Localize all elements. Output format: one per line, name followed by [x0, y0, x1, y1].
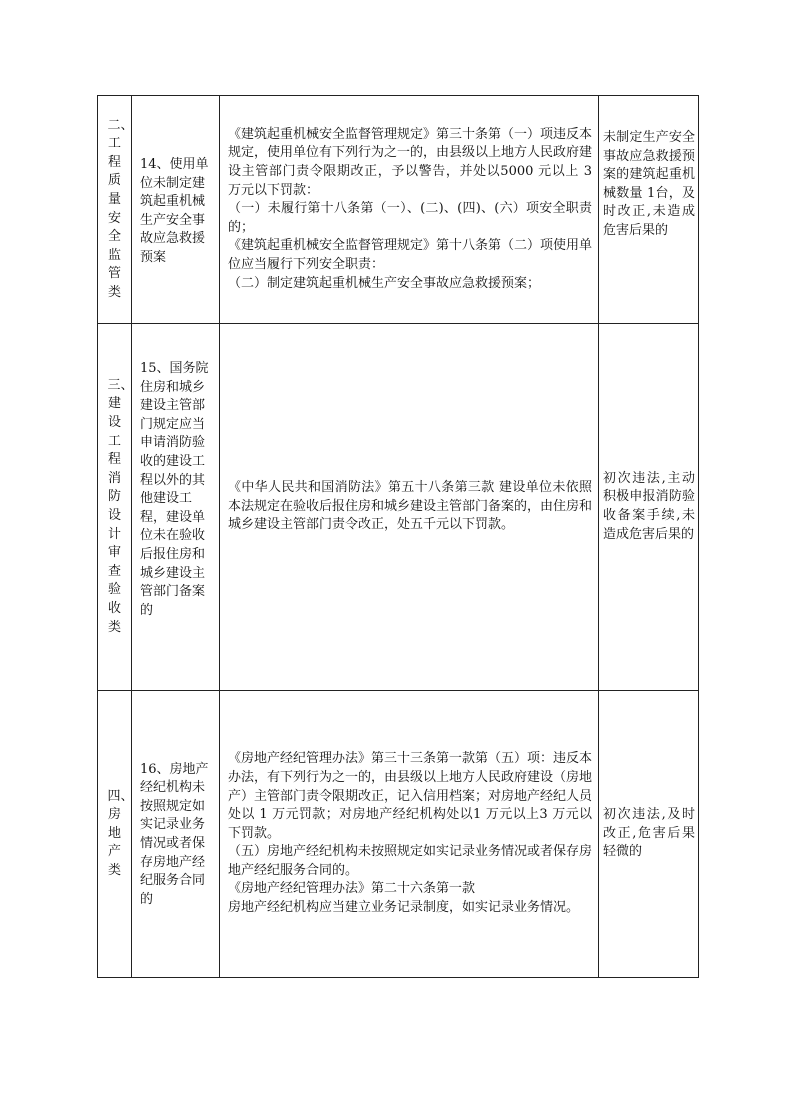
- mitigating-condition-cell: 初次违法,及时改正,危害后果轻微的: [599, 691, 699, 978]
- legal-basis-paragraph: 《房地产经纪管理办法》第二十六条第一款: [228, 881, 476, 897]
- violation-item-cell: 15、国务院住房和城乡建设主管部门规定应当申请消防验收的建设工程以外的其他建设工程，建设单位未在验收后报住房和城乡建设主管部门备案的: [132, 324, 220, 691]
- violation-item-cell: 14、使用单位未制定建筑起重机械生产安全事故应急救援预案: [132, 96, 220, 324]
- legal-basis-paragraph: 房地产经纪机构应当建立业务记录制度，如实记录业务情况。: [228, 900, 580, 916]
- table-row: [98, 324, 699, 691]
- mitigating-condition-cell: 初次违法,主动积极申报消防验收备案手续,未造成危害后果的: [599, 324, 699, 691]
- category-cell: 四、房地产类: [98, 691, 132, 978]
- category-cell: 三、建设工程消防设计审查验收类: [98, 324, 132, 691]
- violation-item-cell: 16、房地产经纪机构未按照规定如实记录业务情况或者保存房地产经纪服务合同的: [132, 691, 220, 978]
- legal-basis-cell: [220, 96, 599, 324]
- table-row: [98, 96, 699, 324]
- category-cell: 二、工程质量安全监管类: [98, 96, 132, 324]
- legal-basis-paragraph: （一）未履行第十八条第（一）、(二)、(四)、(六）项安全职责的；: [228, 201, 592, 235]
- legal-basis-paragraph: 《中华人民共和国消防法》第五十八条第三款 建设单位未依照本法规定在验收后报住房和城乡建设主管部门备案的，由住房和城乡建设主管部门责令改正，处五千元以下罚款。: [228, 480, 593, 533]
- legal-basis-paragraph: 《建筑起重机械安全监督管理规定》第十八条第（二）项使用单位应当履行下列安全职责：: [228, 238, 593, 272]
- table-row: [98, 691, 699, 978]
- penalty-table: [97, 95, 699, 978]
- legal-basis-paragraph: 《建筑起重机械安全监督管理规定》第三十条第（一）项违反本规定，使用单位有下列行为之一的，由县级以上地方人民政府建设主管部门责令限期改正，予以警告，并处以5000 元以上 3 万元以下罚款：: [228, 126, 593, 198]
- legal-basis-paragraph: （五）房地产经纪机构未按照规定如实记录业务情况或者保存房地产经纪服务合同的。: [228, 844, 593, 878]
- legal-basis-paragraph: （二）制定建筑起重机械生产安全事故应急救援预案；: [228, 275, 541, 291]
- legal-basis-paragraph: 《房地产经纪管理办法》第三十三条第一款第（五）项：违反本办法，有下列行为之一的，由县级以上地方人民政府建设（房地产）主管部门责令限期改正，记入信用档案；对房地产经纪人员处以 1 万元罚款；对房地产经纪机构处以1 万元以上3 万元以下罚款。: [228, 751, 593, 841]
- legal-basis-cell: [220, 324, 599, 691]
- legal-basis-cell: [220, 691, 599, 978]
- mitigating-condition-cell: 未制定生产安全事故应急救援预案的建筑起重机械数量 1台，及时改正,未造成危害后果的: [599, 96, 699, 324]
